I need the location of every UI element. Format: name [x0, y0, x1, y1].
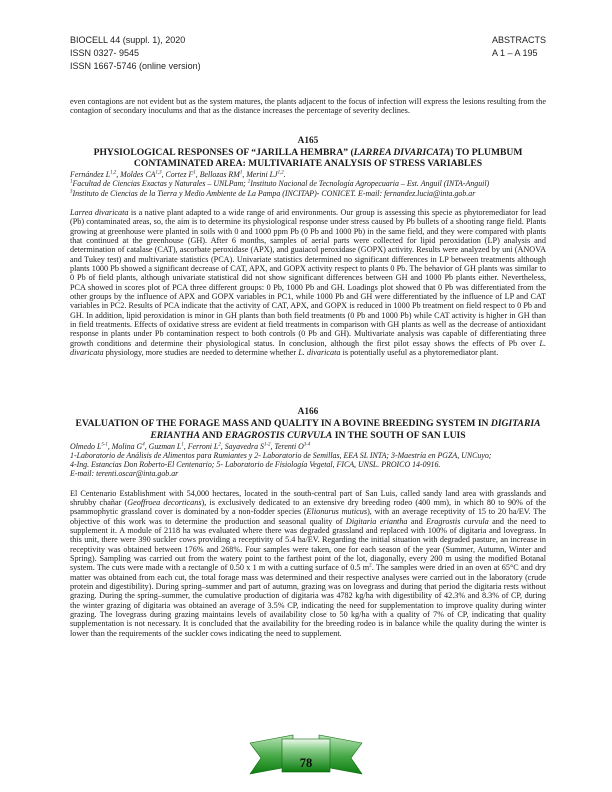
text-segment: El Centenario Establishment with 54,000 hectares, located in the south-central part of San Luis, called sandy land area with grasslands and shrubby chañar (: [70, 488, 546, 507]
page-footer: [0, 728, 612, 778]
text-segment: , Sayavedra S: [220, 441, 264, 451]
text-segment: Instituto Nacional de Tecnología Agropecuaria – Est. Anguil (INTA-Anguil): [250, 179, 490, 189]
text-segment: is potentially useful as a phytoremediator plant.: [340, 347, 499, 357]
text-segment: is a native plant adapted to a wide range of arid environments. Our group is assessing this specie as phytoremediator for lead (Pb) contaminated areas, so, the aim is to determine its physiological response under stress caused by Pb bullets of a shooting range field. Plants growing at greenhouse were planted in soils with 0 and 1000 ppm Pb (0 Pb and 1000 Pb) in the same field, and they were compared with plants that continued at the greenhouse (GH). After 6 months, samples of aerial parts were collected for lipid peroxidation (LP) analysis and determination of catalase (CAT), ascorbate peroxidase (APX), and guaiacol peroxidase (GOPX) activity. Results were analyzed by uni (ANOVA and Tukey test) and multivariate statistics (PCA). Univariate statistics determined no significant differences in LP between treatments although plants 1000 Pb showed a significant decrease of CAT, APX, and GOPX activity respect to plants 0 Pb. The behavior of GH plants was similar to 0 Pb of field plants, although univariate statistical did not show significant differences between GH and 1000 Pb plants either. Nevertheless, PCA showed in scores plot of PCA three different groups: 0 Pb, 1000 Pb and GH. Loadings plot showed that 0 Pb was differentiated from the other groups by the influence of APX and GOPX variables in PC1, while 1000 Pb and GH were differentiated by the influence of LP and CAT variables in PC2. Results of PCA indicate that the activity of CAT, APX, and GOPX is reduced in 1000 Pb treatment on field respect to 0 Pb and GH. In addition, lipid peroxidation is minor in GH plants than both field treatments (0 Pb and 1000 Pb) while CAT activity is higher in GH than in field treatments. Effects of oxidative stress are evident at field treatments in comparison with GH plants as well as the decrease of antioxidant response in plants under Pb contamination respect to both controls (0 Pb and GH). Multivariate analysis was capable of differentiating three growth conditions and determine their physiological status. In conclusion, although the first pilot essay shows the effects of Pb over: [70, 207, 546, 348]
text-segment: Instituto de Ciencias de la Tierra y Medio Ambiente de La Pampa (INCITAP)- CONICET. E-mail: fernandez.lucia@inta.gob.ar: [72, 188, 476, 198]
text-segment: AND: [199, 429, 226, 441]
text-segment: , Guzman L: [144, 441, 182, 451]
affiliation-line: [70, 451, 546, 460]
text-segment: 2: [218, 442, 221, 448]
journal-issn-online: ISSN 1667-5746 (online version): [70, 61, 201, 71]
abstract-a166: [70, 407, 546, 638]
abstract-title: [70, 147, 546, 169]
text-segment: 2: [247, 179, 251, 185]
page-header: [70, 34, 546, 73]
journal-title: BIOCELL 44 (suppl. 1), 2020: [70, 35, 186, 45]
abstract-authors: [70, 442, 546, 451]
abstract-body: [70, 208, 546, 358]
abstract-body: [70, 489, 546, 639]
text-segment: ) TO PLUMBUM CONTAMINATED AREA: MULTIVARIATE ANALYSIS OF STRESS VARIABLES: [133, 146, 523, 170]
text-segment: 1: [239, 170, 243, 176]
text-segment: 1: [181, 442, 184, 448]
text-segment: Eragrostis curvula: [426, 516, 489, 526]
continuation-paragraph: even contagions are not evident but as the system matures, the plants adjacent to the focus of infection will express the lesions resulting from the contagion of secondary inoculums and that as the distance increases the percentage of severity declines.: [70, 97, 546, 116]
affiliation-line: [70, 460, 546, 469]
text-segment: 2: [369, 562, 372, 569]
text-segment: 4-Ing. Estancias Don Roberto-El Centenario; 5- Laboratorio de Fisiología Vegetal, FICA, UNSL. PROICO 14-0916.: [70, 460, 441, 470]
text-segment: and: [407, 516, 427, 526]
text-segment: 1,3: [155, 170, 162, 176]
text-segment: , Moldes CA: [116, 170, 156, 180]
text-segment: , Cortez F: [161, 170, 194, 180]
abstract-authors: [70, 170, 546, 179]
abstract-range: A 1 – A 195: [491, 48, 538, 58]
affiliation-email: [70, 469, 546, 478]
text-segment: 5-1: [101, 442, 108, 448]
text-segment: 3-4: [303, 442, 311, 448]
text-segment: 4: [142, 442, 145, 448]
text-segment: 1: [193, 170, 196, 176]
issue-info: [492, 34, 546, 73]
text-segment: Olmedo L: [70, 441, 102, 451]
text-segment: PHYSIOLOGICAL RESPONSES OF “JARILLA HEMBRA” (: [93, 146, 354, 158]
text-segment: 1-2: [263, 442, 271, 448]
page-number-ribbon: [245, 728, 367, 778]
text-segment: 1,2: [277, 170, 284, 176]
text-segment: Digitaria eriantha: [345, 516, 408, 526]
text-segment: 1: [70, 179, 73, 185]
text-segment: Larrea divaricata: [70, 207, 129, 217]
text-segment: , Bellozas RM: [195, 170, 240, 180]
abstract-code: A165: [297, 135, 319, 146]
text-segment: Fernández L: [70, 170, 111, 180]
text-segment: ), with an average receptivity of 15 to 20 ha/EV. The objective of this work was to determine the production and seasonal quality of: [70, 507, 546, 526]
text-segment: L. divaricata: [70, 338, 546, 357]
page-number: 78: [299, 756, 313, 770]
text-segment: Facultad de Ciencias Exactas y Naturales – UNLPam;: [72, 179, 248, 189]
text-segment: . The samples were dried in an oven at 65°C and dry matter was obtained from each cut, the total forage mass was determined and their respective analyses were carried out in the laboratory (crude protein and digestibility). During spring–summer and part of autumn, grazing was on lovegrass and during that period the digitaria rests without grazing. During the spring–summer, the cumulative production of digitaria was 4782 kg/ha with digestibility of 42.3% and 8.3% of CP, during the winter grazing of digitaria was obtained an average of 3.5% CP, indicating the need for supplementation to improve quality during winter grazing. The lovegrass during grazing maintains levels of availability close to 50 kg/ha with a quality of 7% of CP, indicating that quality supplementation is not necessary. It is concluded that the availability for the breeding rodeo is in balance while the quality during the winter is lower than the requirements of the suckler cows indicating the need to supplement.: [70, 563, 546, 638]
abstract-title: [70, 418, 546, 440]
text-segment: Geoffroea decorticans: [127, 497, 202, 507]
page-content: [70, 34, 546, 646]
text-segment: , Terenti O: [270, 441, 304, 451]
text-segment: IN THE SOUTH OF SAN LUIS: [332, 429, 466, 441]
abstract-a165: [70, 136, 546, 358]
text-segment: , Ferroni L: [183, 441, 219, 451]
text-segment: LARREA DIVARICATA: [353, 146, 451, 158]
affiliation-line: [70, 179, 546, 188]
text-segment: 1,2: [110, 170, 117, 176]
text-segment: EVALUATION OF THE FORAGE MASS AND QUALITY IN A BOVINE BREEDING SYSTEM IN: [75, 418, 491, 430]
text-segment: E-mail: terenti.oscar@inta.gob.ar: [70, 469, 179, 479]
abstracts-label: ABSTRACTS: [491, 35, 546, 45]
text-segment: Elionurus muticus: [306, 507, 368, 517]
text-segment: , Merini LJ: [242, 170, 278, 180]
text-segment: 3: [70, 189, 73, 194]
journal-issn-print: ISSN 0327- 9545: [70, 48, 140, 58]
text-segment: , Molina G: [107, 441, 143, 451]
abstract-code: A166: [297, 407, 319, 418]
text-segment: 1-Laboratorio de Análisis de Alimentos para Rumiantes y 2- Laboratorio de Semillas, EEA SL INTA; 3-Maestría en PGZA, UNCuyo;: [70, 450, 492, 460]
text-segment: ERAGROSTIS CURVULA: [225, 429, 333, 441]
text-segment: ), is exclusively dedicated to an extensive dry breeding rodeo (400 mm), in which 80 to 90% of the psammophytic grassland cover is dominated by a non-fodder species (: [70, 497, 546, 517]
journal-info: [70, 34, 201, 73]
text-segment: physiology, more studies are needed to determine whether: [103, 347, 299, 357]
text-segment: DIGITARIA ERIANTHA: [150, 418, 541, 441]
text-segment: and the need to supplement it. A module of 2118 ha was evaluated where there was degraded grassland and replaced with 100% of digitaria and lovegrass. In this unit, there were 390 suckler cows providing a receptivity of 5.4 ha/EV. Regarding the initial situation with degraded pasture, an increase in receptivity was obtained between 176% and 268%. Four samples were taken, one for each season of the year (Summer, Autumn, Winter and Spring). Sampling was carried out from the watery point to the farthest point of the lot, diagonally, every 200 m using the modified Botanal system. The cuts were made with a rectangle of 0.50 x 1 m with a cutting surface of 0.5 m: [70, 516, 546, 573]
text-segment: .: [283, 170, 286, 180]
affiliation-line: [70, 189, 546, 198]
text-segment: L. divaricata: [298, 347, 341, 357]
